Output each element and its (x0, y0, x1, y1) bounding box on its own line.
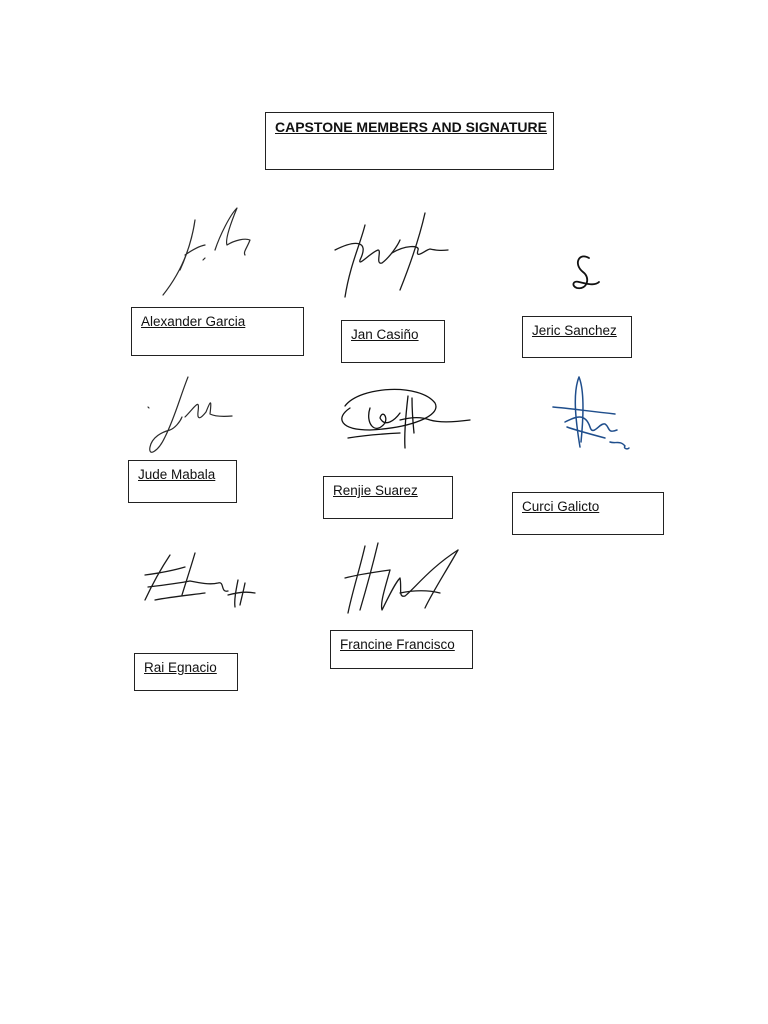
signature-jude-mabala (140, 372, 240, 464)
name-box-curci-galicto (512, 492, 664, 535)
name-box-renjie-suarez (323, 476, 453, 519)
signature-alexander-garcia (155, 200, 265, 300)
name-box-jude-mabala (128, 460, 237, 503)
signature-curci-galicto (545, 372, 635, 457)
name-box-jan-casino (341, 320, 445, 363)
title-box (265, 112, 554, 170)
member-name-alexander-garcia: Alexander Garcia (141, 314, 246, 329)
name-box-francine-francisco (330, 630, 473, 669)
member-name-renjie-suarez: Renjie Suarez (333, 483, 418, 498)
name-box-alexander-garcia (131, 307, 304, 356)
member-name-rai-egnacio: Rai Egnacio (144, 660, 217, 675)
page-title: CAPSTONE MEMBERS AND SIGNATURE (275, 119, 547, 135)
name-box-jeric-sanchez (522, 316, 632, 358)
signature-rai-egnacio (140, 545, 260, 615)
signature-jan-casino (330, 205, 450, 305)
name-box-rai-egnacio (134, 653, 238, 691)
member-name-jude-mabala: Jude Mabala (138, 467, 216, 482)
member-name-francine-francisco: Francine Francisco (340, 637, 455, 652)
member-name-curci-galicto: Curci Galicto (522, 499, 600, 514)
member-name-jeric-sanchez: Jeric Sanchez (532, 323, 617, 338)
signature-francine-francisco (340, 538, 465, 620)
member-name-jan-casino: Jan Casiño (351, 327, 419, 342)
signature-jeric-sanchez (565, 250, 605, 295)
signature-renjie-suarez (330, 378, 475, 453)
